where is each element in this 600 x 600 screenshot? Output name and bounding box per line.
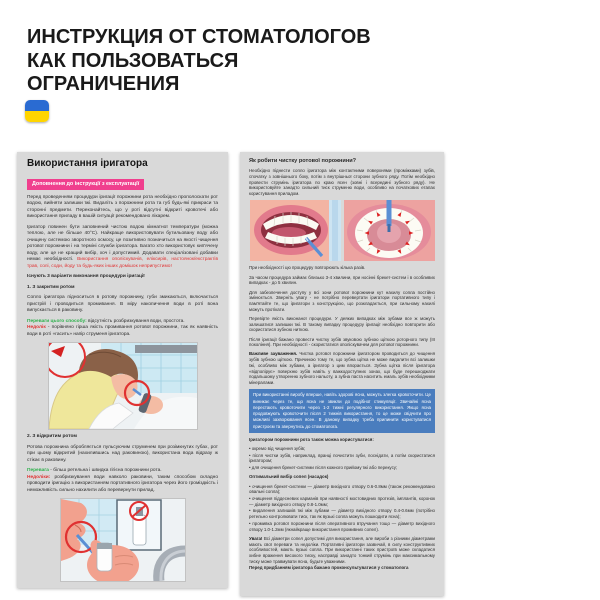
attention-body: Всі діаметри сопел допустимі для використання, але вироби з різними діаметрами мають свої переваги та недоліки. Портативні іригатори зазвичай, в силу конструктивних особливостей, мають вузькі сопла. При використанні таких пристроїв може складатися хибне враження високого тиску, насправді занадто тонкий струмінь при максимальному тиску може травмувати ясна, будьте уважними. [249, 535, 435, 564]
method2-cons-label: Недоліки: [27, 474, 51, 480]
method2-pros: - більш ретельна і швидка гігієна порожнини рота. [48, 468, 162, 474]
variants-heading: Існують 3 варіанти виконання процедури іригації [27, 274, 145, 280]
method1-pros-label: Переваги цього способу: [27, 318, 87, 324]
usage-bullet-1: • окремо від чищення зубів; [249, 446, 306, 452]
check-paragraph: Перевірте якість виконаної процедури. У деяких випадках між зубами все ж можуть залишатися залишки їжі. В такому випадку процедуру іригації необхідно повторити або скористатися зубною ниткою. [249, 315, 435, 333]
first-use-bleeding-text: При використанні виробу вперше, навіть здорові ясна, можуть злегка кровоточити. Це виникає через те, що ясна не звикли до подібної стимуляції. Звичайні ясна перестають кровоточити через 1-2 тижні регулярного використання. Якщо ясна продовжують кровоточити після 2 тижнів використання, то це може свідчити про можливі захворювання ясен. В даному випадку треба припинити користуватися пристроєм та звернутись до стоматолога. [253, 392, 431, 429]
method1-heading: 1. З закритим ротом [27, 284, 75, 290]
supplement-banner: Доповнення до інструкції з експлуатації [27, 179, 144, 190]
dental-figures-row [249, 200, 435, 261]
nozzle-bullet-4: • промивка ротової порожнини після оперативного втручання тощо — діаметр вихідного отвору 1.0-1.2мм (якнайкраще використання промивних сопел). [249, 520, 435, 532]
method2-body: Ротова порожнина обробляється пульсуючим струменем при розімкнутих губах, рот при цьому відкритий (нахилившись над раковиною), використана вода відразу ж стікає в раковину. [27, 444, 218, 463]
additives-warning: Використання ополіскувачів, еліксирів, настоянок/екстрактів трав, солі, соди, йоду та будь-яких інших домішок неприпустимо! [27, 257, 218, 269]
angle-paragraph: Для забезпечення доступу у всі зони ротової порожнини кут нахилу сопла постійно змінюється. Зверніть увагу - не потрібно перевертати іригатори портативного типу і пам'ятайте те, що іригатори з конструкцією, що розкладається, при сильному нахилі можуть протікати. [249, 289, 435, 312]
illustration-mouth-side-view [250, 200, 341, 261]
nozzle-bullet-1: • очищення брекет-системи — діаметр вихідного отвору 0.6-0.8мм (також рекомендовано овальні сопла); [249, 483, 435, 495]
method1-cons: - порівняно гірша якість промивання ротової порожнини, так як наявність води в роті «гасить» напір струменя іригатора. [27, 325, 218, 337]
title-line-1: ИНСТРУКЦИЯ ОТ СТОМАТОЛОГОВ [27, 26, 371, 48]
cleaning-intro: Необхідно піднести сопло іригатора між контактними поверхнями (проміжками) зубів, спочатку з зовнішнього боку, потім з внутрішньої сторони зубного ряду. Потім необхідно провести струмінь іригатора по краю ясен (зовні і всередині зубного ряду). Не використовуйте занадто сильний тиск струменю води, особливо на початкових етапах користування приладом. [249, 168, 435, 197]
method1-cons-label: Недолік [27, 325, 46, 331]
illustration-irrigator-closeup [60, 498, 186, 582]
method1-pros: відсутність розбризкування води, простота. [86, 318, 185, 324]
nozzle-bullet-3: • видалення залишків їжі між зубами — діаметр вихідного отвору 0.4-0.6мм (потрібно ретельно контролювати тиск, так як вузькі сопла можуть пошкодити ясна); [249, 508, 435, 520]
usage-bullet-2: • після чистки зубів, наприклад, вранці почистити зуби, поснідати, а потім скористатися іригатором; [249, 452, 435, 464]
repeat-paragraph: При необхідності цю процедуру повторюють кілька разів. [249, 265, 366, 271]
illustration-dental-arch-top-view [344, 200, 435, 261]
flag-blue-stripe [25, 100, 49, 111]
document-page-left [17, 152, 228, 588]
consult-dentist-note: Перед придбанням іригатора бажано проконсультуватися у стоматолога [249, 565, 409, 571]
nozzle-bullet-2: • очищення піддесневих карманів при наявності мостовидних протезів, імплантів, коронок — діаметр вихідного отвору 0.8-1.0мм; [249, 496, 435, 507]
illustration-person-over-sink [48, 342, 198, 430]
duration-paragraph: За часом процедура займає близько 3-4 хвилини, при носінні брекет-систем і в особливих випадках - до 5 хвилин. [249, 274, 435, 286]
first-use-bleeding-note [249, 389, 435, 433]
method1-body: Сопло іригатора підноситься в ротову порожнину, губи змикаються, включається пристрій і проводиться промивання. В міру накопичення води в роті вона випускається в раковину. [27, 295, 218, 314]
method2-heading: 2. З відкритим ротом [27, 434, 77, 440]
title-line-2: КАК ПОЛЬЗОВАТЬСЯ [27, 49, 239, 72]
attention-label: Увага! [249, 535, 263, 541]
ukraine-flag-icon [25, 100, 49, 122]
intro-paragraph-1: Перед проведенням процедури іригації порожнини рота необхідно прополоскати рот водою, вийняти залишки їжі. Видаліть з порожнини рота та губ будь-які прикраси та сторонні предмети. Переконайтесь, що у роті відсутні відкриті кровотечі або використання приладу в вашій ситуації рекомендовано лікарем. [27, 194, 218, 220]
usage-bullet-3: • для очищення брекет-системи після кожного прийому їжі або перекусу; [249, 465, 398, 471]
document-title: Використання іригатора [27, 158, 148, 169]
title-line-3: ОГРАНИЧЕНИЯ [27, 73, 180, 96]
flag-yellow-stripe [25, 111, 49, 122]
intro-paragraph-2-text: Іригатор повинен бути заповнений чистою водою кімнатної температури (можна теплою, але не більше 40°С). Найкраще використовувати бутильовану воду або очищену системою зворотного осмосу, це позитивно позначиться на якості чищення ротової порожнини і на терміні служби іригатора. Багато хто використовує кип'ячену воду, але це не кращий вибір, хоч і допустимий. Додавати спеціалізовані добавки немає необхідності. [27, 224, 218, 263]
nozzle-heading: Оптимальний вибір сопел (насадок) [249, 474, 329, 480]
important-note [249, 351, 435, 385]
important-note-label: Важливе зауваження. [249, 351, 298, 357]
page-title [27, 26, 371, 97]
method2-pros-cons [27, 468, 218, 494]
intro-paragraph-2 [27, 225, 218, 271]
usage-heading: Іригатором порожнини рота також можна користуватися: [249, 436, 374, 442]
method1-pros-cons [27, 319, 218, 339]
document-page-right [240, 152, 444, 596]
after-irrigation-paragraph: Після іригації бажано провести чистку зубів звуковою зубною щіткою роторного типу (III покоління). При необхідності - скористатися ополіскувачем для ротової порожнини. [249, 336, 435, 348]
attention-paragraph [249, 536, 435, 565]
method2-pros-label: Перевага [27, 468, 49, 474]
important-note-body: Чистка ротової порожнини іригатором проводиться до чищення зубів зубною щіткою. Причиною тому те, що зубна щітка не може видалити всі залишки їжі, особливо між зубами, а іригатор з цим впорається. Зубна щітка після іригатора «відполірує» поверхню зубів навіть у важкодоступних зонах, що буде перешкоджати подальшому утворенню зубного нальоту, а зубна паста наситить емаль зубів необхідними мінералами. [249, 351, 435, 386]
method2-cons: розбризкування води навколо раковини, таким способом складно проводити іригацію з використанням портативного іригатора через його громіздкість і неможливість сильно нахилити або перевернути прилад. [27, 474, 218, 493]
cleaning-heading: Як робити чистку ротової порожнини? [249, 158, 357, 164]
